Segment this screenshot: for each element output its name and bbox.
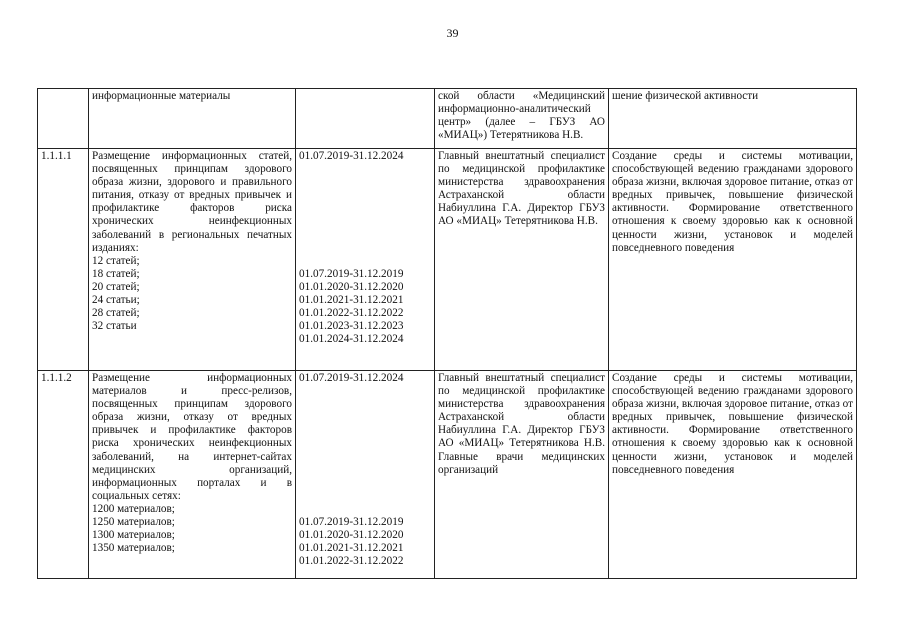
spacer <box>299 163 431 176</box>
item-label: 18 статей; <box>92 267 140 280</box>
measures-table <box>37 88 857 579</box>
item-period: 01.01.2024-31.12.2024 <box>299 333 404 346</box>
item-period: 01.01.2022-31.12.2022 <box>299 307 404 320</box>
spacer <box>299 176 431 189</box>
item-period: 01.01.2021-31.12.2021 <box>299 542 404 555</box>
measure-description: Размещение информационных материалов и пресс-релизов, посвященных принципам здорового образа жизни, отказу от вредных привычек и профилактике факторов риска хронических неинфекционных заболеваний, на интернет-сайтах медицинских организаций, информационных порталах и в социальных сетях: <box>92 372 292 502</box>
spacer <box>299 202 431 215</box>
cell-number: 1.1.1.1 <box>38 149 89 371</box>
item-period: 01.07.2019-31.12.2019 <box>299 267 404 280</box>
cell-period <box>296 149 435 371</box>
spacer <box>299 477 431 490</box>
item-label: 1350 материалов; <box>92 542 175 555</box>
spacer <box>299 189 431 202</box>
item-period: 01.01.2022-31.12.2022 <box>299 555 404 568</box>
item-label: 1200 материалов; <box>92 502 175 515</box>
page-number: 39 <box>446 26 459 40</box>
spacer <box>299 464 431 477</box>
spacer <box>299 215 431 228</box>
item-period: 01.01.2020-31.12.2020 <box>299 529 404 542</box>
cell-name <box>89 149 296 371</box>
item-period: 01.07.2019-31.12.2019 <box>299 516 404 529</box>
spacer <box>299 451 431 464</box>
item-label: 1300 материалов; <box>92 529 175 542</box>
cell-responsible: Главный внештатный специалист по медицинской профилактике министерства здравоохранения Астраханской области Набиуллина Г.А. Директор ГБУЗ АО «МИАЦ» Тетерятникова Н.В. <box>435 149 609 371</box>
cell-result: Создание среды и системы мотивации, способствующей ведению гражданами здорового образа жизни, включая здоровое питание, отказ от вредных привычек, повышение физической активности. Формирование ответственного отношения к своему здоровью как к основной ценности жизни, установок и моделей повседневного поведения <box>609 371 857 579</box>
item-label: 32 статьи <box>92 320 137 333</box>
spacer <box>299 242 431 255</box>
table-row <box>38 149 857 371</box>
spacer <box>299 255 431 268</box>
item-label: 20 статей; <box>92 280 140 293</box>
spacer <box>299 424 431 437</box>
item-label: 1250 материалов; <box>92 516 175 529</box>
spacer <box>299 398 431 411</box>
spacer <box>299 411 431 424</box>
item-label: 24 статьи; <box>92 294 140 307</box>
item-label: 28 статей; <box>92 307 140 320</box>
cell-result: шение физической активности <box>609 89 857 149</box>
cell-number: 1.1.1.2 <box>38 371 89 579</box>
table-row-continuation <box>38 89 857 149</box>
cell-period <box>296 89 435 149</box>
measure-description: Размещение информационных статей, посвященных принципам здорового образа жизни, здорового и правильного питания, отказу от вредных привычек и профилактике факторов риска хронических неинфекционных заболеваний в региональных печатных изданиях: <box>92 150 292 254</box>
total-period: 01.07.2019-31.12.2024 <box>299 150 404 162</box>
spacer <box>299 437 431 450</box>
item-period: 01.01.2021-31.12.2021 <box>299 294 404 307</box>
table-row <box>38 371 857 579</box>
item-label: 12 статей; <box>92 254 140 267</box>
item-period: 01.01.2023-31.12.2023 <box>299 320 404 333</box>
cell-responsible: ской области «Медицинский информационно-аналитический центр» (далее – ГБУЗ АО «МИАЦ») Тетерятникова Н.В. <box>435 89 609 149</box>
cell-name: информационные материалы <box>89 89 296 149</box>
cell-result: Создание среды и системы мотивации, способствующей ведению гражданами здорового образа жизни, включая здоровое питание, отказ от вредных привычек, повышение физической активности. Формирование ответственного отношения к своему здоровью как к основной ценности жизни, установок и моделей повседневного поведения <box>609 149 857 371</box>
cell-number <box>38 89 89 149</box>
spacer <box>299 385 431 398</box>
cell-period <box>296 371 435 579</box>
spacer <box>299 503 431 516</box>
cell-responsible: Главный внештатный специалист по медицинской профилактике министерства здравоохранения Астраханской области Набиуллина Г.А. Директор ГБУЗ АО «МИАЦ» Тетерятникова Н.В. Главные врачи медицинских организаций <box>435 371 609 579</box>
spacer <box>299 490 431 503</box>
cell-name <box>89 371 296 579</box>
item-period: 01.01.2020-31.12.2020 <box>299 280 404 293</box>
total-period: 01.07.2019-31.12.2024 <box>299 372 404 384</box>
spacer <box>299 229 431 242</box>
